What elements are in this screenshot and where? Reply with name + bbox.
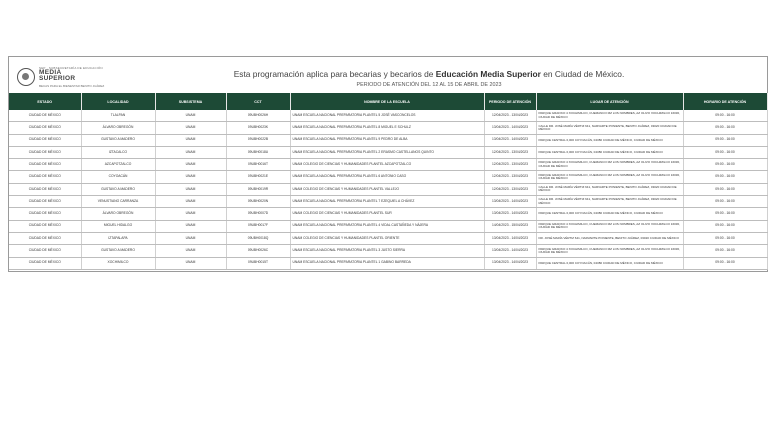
title-post: en Ciudad de México.: [540, 69, 625, 79]
cell-localidad: VENUSTIANO CARRANZA: [81, 196, 155, 208]
table-row: [9, 232, 767, 244]
cell-subsistema: UNAM: [155, 245, 226, 257]
cell-lugar: CALLE DR. JOSÉ MARÍA VÉRTIZ 641, NARVARTE PONIENTE, BENITO JUÁREZ, 03020 CIUDAD DE MÉXICO: [536, 196, 683, 208]
cell-subsistema: UNAM: [155, 146, 226, 158]
cell-cct: 09UBH0016T: [226, 159, 290, 171]
table-row: [9, 220, 767, 232]
cell-estado: CIUDAD DE MÉXICO: [9, 232, 81, 244]
title-bold: Educación Media Superior: [435, 69, 541, 79]
cell-lugar: PARQUE GRAFIKO 4 XOCHIMILCO, CUEMANCO MZ LOS NOMBRES, AZ OLIVO XOCHIMILCO 16030, CIUDAD DE MÉXICO: [536, 110, 683, 122]
table-row: [9, 146, 767, 158]
cell-estado: CIUDAD DE MÉXICO: [9, 183, 81, 195]
cell-localidad: MIGUEL HIDALGO: [81, 220, 155, 232]
cell-subsistema: UNAM: [155, 171, 226, 183]
cell-lugar: PARQUE GRAFIKO 4 XOCHIMILCO, CUEMANCO MZ LOS NOMBRES, AZ OLIVO XOCHIMILCO 16030, CIUDAD DE MÉXICO: [536, 220, 683, 232]
cell-lugar: DR. JOSÉ MARÍA VÉRTIZ 641, NARVARTE PONIENTE, BENITO JUÁREZ, 03020 CIUDAD DE MÉXICO: [536, 232, 683, 244]
cell-horario: 09:00 - 16:00: [683, 122, 767, 134]
cell-subsistema: UNAM: [155, 183, 226, 195]
cell-lugar: PARQUE GRAFIKO 4 XOCHIMILCO, CUEMANCO MZ LOS NOMBRES, AZ OLIVO XOCHIMILCO 16030, CIUDAD DE MÉXICO: [536, 245, 683, 257]
cell-escuela: UNAM ESCUELA NACIONAL PREPARATORIA PLANTEL 2 ERASMO CASTELLANOS QUINTO: [290, 146, 484, 158]
cell-estado: CIUDAD DE MÉXICO: [9, 220, 81, 232]
cell-subsistema: UNAM: [155, 220, 226, 232]
table-row: [9, 110, 767, 122]
cell-escuela: UNAM ESCUELA NACIONAL PREPARATORIA PLANTEL 1 GABINO BARREDA: [290, 257, 484, 269]
cell-lugar: PARQUE CENTRAL 0,000 COYOACÁN, 04380 CIUDAD DE MÉXICO, CIUDAD DE MÉXICO: [536, 257, 683, 269]
cell-estado: CIUDAD DE MÉXICO: [9, 208, 81, 220]
cell-estado: CIUDAD DE MÉXICO: [9, 110, 81, 122]
cell-localidad: XOCHIMILCO: [81, 257, 155, 269]
cell-horario: 09:00 - 16:00: [683, 232, 767, 244]
cell-horario: 09:00 - 16:00: [683, 183, 767, 195]
cell-localidad: ÁLVARO OBREGÓN: [81, 208, 155, 220]
col-header-subsistema: SUBSISTEMA: [155, 93, 226, 110]
cell-subsistema: UNAM: [155, 232, 226, 244]
cell-estado: CIUDAD DE MÉXICO: [9, 171, 81, 183]
cell-escuela: UNAM ESCUELA NACIONAL PREPARATORIA PLANTEL 6 ANTONIO CASO: [290, 171, 484, 183]
cell-periodo: 13/04/2023 - 14/04/2023: [484, 245, 536, 257]
seal-icon: [17, 68, 35, 86]
title-pre: Esta programación aplica para becarias y becarios de: [233, 69, 436, 79]
cell-subsistema: UNAM: [155, 208, 226, 220]
col-header-escuela: NOMBRE DE LA ESCUELA: [290, 93, 484, 110]
cell-escuela: UNAM ESCUELA NACIONAL PREPARATORIA PLANTEL 5 JOSÉ VASCONCELOS: [290, 110, 484, 122]
cell-periodo: 13/04/2023 - 14/04/2023: [484, 232, 536, 244]
cell-cct: 09UBH0021E: [226, 171, 290, 183]
cell-horario: 09:00 - 16:00: [683, 171, 767, 183]
cell-horario: 09:00 - 16:00: [683, 196, 767, 208]
table-row: [9, 196, 767, 208]
cell-horario: 09:00 - 16:00: [683, 257, 767, 269]
cell-escuela: UNAM ESCUELA NACIONAL PREPARATORIA PLANTEL 4 VIDAL CASTAÑEDA Y NÁJERA: [290, 220, 484, 232]
cell-cct: 09UBH0020N: [226, 196, 290, 208]
cell-periodo: 13/04/2023 - 14/04/2023: [484, 134, 536, 146]
cell-estado: CIUDAD DE MÉXICO: [9, 159, 81, 171]
cell-cct: 09UBH0007D: [226, 208, 290, 220]
schedule-table: [9, 93, 768, 270]
cell-subsistema: UNAM: [155, 134, 226, 146]
ems-logo: [17, 63, 105, 93]
logo-small-top: SEP · SUBSECRETARÍA DE EDUCACIÓN: [39, 66, 103, 70]
cell-cct: 09UBH0018U: [226, 146, 290, 158]
cell-horario: 09:00 - 16:00: [683, 134, 767, 146]
table-row: [9, 257, 767, 269]
cell-estado: CIUDAD DE MÉXICO: [9, 134, 81, 146]
cell-subsistema: UNAM: [155, 196, 226, 208]
cell-lugar: PARQUE CENTRAL 0,000 COYOACÁN, 04380 CIUDAD DE MÉXICO, CIUDAD DE MÉXICO: [536, 134, 683, 146]
cell-localidad: ÁLVARO OBREGÓN: [81, 122, 155, 134]
cell-periodo: 12/04/2023 - 13/04/2023: [484, 110, 536, 122]
cell-estado: CIUDAD DE MÉXICO: [9, 146, 81, 158]
cell-escuela: UNAM COLEGIO DE CIENCIAS Y HUMANIDADES PLANTEL VALLEJO: [290, 183, 484, 195]
cell-escuela: UNAM ESCUELA NACIONAL PREPARATORIA PLANTEL 3 JUSTO SIERRA: [290, 245, 484, 257]
col-header-cct: CCT: [226, 93, 290, 110]
cell-cct: 09UBH0017F: [226, 220, 290, 232]
cell-periodo: 12/04/2023 - 13/04/2023: [484, 171, 536, 183]
cell-estado: CIUDAD DE MÉXICO: [9, 122, 81, 134]
cell-cct: 09UBH0015T: [226, 257, 290, 269]
cell-localidad: GUSTAVO A MADERO: [81, 134, 155, 146]
logo-line-2: SUPERIOR: [39, 75, 76, 82]
cell-estado: CIUDAD DE MÉXICO: [9, 196, 81, 208]
col-header-periodo: PERIODO DE ATENCIÓN: [484, 93, 536, 110]
logo-line-1: MEDIA: [39, 69, 62, 76]
cell-localidad: IZTAPALAPA: [81, 232, 155, 244]
cell-escuela: UNAM ESCUELA NACIONAL PREPARATORIA PLANTEL 7 EZEQUIEL A CHÁVEZ: [290, 196, 484, 208]
cell-escuela: UNAM COLEGIO DE CIENCIAS Y HUMANIDADES PLANTEL AZCAPOTZALCO: [290, 159, 484, 171]
cell-horario: 09:00 - 16:00: [683, 245, 767, 257]
cell-lugar: PARQUE CENTRAL 0,000 COYOACÁN, 04380 CIUDAD DE MÉXICO, CIUDAD DE MÉXICO: [536, 146, 683, 158]
cell-periodo: 14/04/2023 - 15/04/2023: [484, 220, 536, 232]
page-title: [89, 69, 768, 79]
cell-horario: 09:00 - 16:00: [683, 208, 767, 220]
table-row: [9, 183, 767, 195]
cell-periodo: 13/04/2023 - 14/04/2023: [484, 257, 536, 269]
cell-horario: 09:00 - 16:00: [683, 110, 767, 122]
cell-estado: CIUDAD DE MÉXICO: [9, 257, 81, 269]
cell-periodo: 12/04/2023 - 13/04/2023: [484, 146, 536, 158]
cell-periodo: 13/04/2023 - 14/04/2023: [484, 196, 536, 208]
cell-escuela: UNAM ESCUELA NACIONAL PREPARATORIA PLANTEL 9 PEDRO DE ALBA: [290, 134, 484, 146]
cell-localidad: GUSTAVO A MADERO: [81, 245, 155, 257]
cell-subsistema: UNAM: [155, 110, 226, 122]
cell-escuela: UNAM COLEGIO DE CIENCIAS Y HUMANIDADES PLANTEL ORIENTE: [290, 232, 484, 244]
cell-localidad: COYOACÁN: [81, 171, 155, 183]
cell-periodo: 12/04/2023 - 13/04/2023: [484, 159, 536, 171]
table-row: [9, 159, 767, 171]
cell-periodo: 13/04/2023 - 14/04/2023: [484, 208, 536, 220]
cell-subsistema: UNAM: [155, 257, 226, 269]
logo-small-bottom: BECAS PARA EL BIENESTAR BENITO JUÁREZ: [39, 84, 105, 88]
cell-escuela: UNAM ESCUELA NACIONAL PREPARATORIA PLANTEL 8 MIGUEL E SCHULZ: [290, 122, 484, 134]
cell-lugar: PARQUE CENTRAL 0,000 COYOACÁN, 04380 CIUDAD DE MÉXICO, CIUDAD DE MÉXICO: [536, 208, 683, 220]
cell-periodo: 12/04/2023 - 13/04/2023: [484, 183, 536, 195]
cell-estado: CIUDAD DE MÉXICO: [9, 245, 81, 257]
cell-localidad: IZTACALCO: [81, 146, 155, 158]
col-header-localidad: LOCALIDAD: [81, 93, 155, 110]
cell-lugar: CALLE DR. JOSÉ MARÍA VÉRTIZ 641, NARVARTE PONIENTE, BENITO JUÁREZ, 03020 CIUDAD DE MÉXICO: [536, 183, 683, 195]
cell-escuela: UNAM COLEGIO DE CIENCIAS Y HUMANIDADES PLANTEL SUR: [290, 208, 484, 220]
col-header-horario: HORARIO DE ATENCIÓN: [683, 93, 767, 110]
cell-horario: 09:00 - 16:00: [683, 220, 767, 232]
table-row: [9, 122, 767, 134]
cell-horario: 09:00 - 16:00: [683, 146, 767, 158]
table-row: [9, 171, 767, 183]
cell-subsistema: UNAM: [155, 122, 226, 134]
cell-subsistema: UNAM: [155, 159, 226, 171]
page-subtitle: PERIODO DE ATENCIÓN DEL 12 AL 15 DE ABRIL DE 2023: [356, 82, 502, 88]
col-header-lugar: LUGAR DE ATENCIÓN: [536, 93, 683, 110]
table-row: [9, 134, 767, 146]
cell-lugar: CALLE DR. JOSÉ MARÍA VÉRTIZ 641, NARVARTE PONIENTE, BENITO JUÁREZ, 03020 CIUDAD DE MÉXICO: [536, 122, 683, 134]
cell-cct: 09UBH0026C: [226, 245, 290, 257]
cell-localidad: TLALPAN: [81, 110, 155, 122]
cell-localidad: GUSTAVO A MADERO: [81, 183, 155, 195]
cell-cct: 09UBH0019R: [226, 183, 290, 195]
table-row: [9, 208, 767, 220]
cell-cct: 09UBH0018Q: [226, 232, 290, 244]
cell-lugar: PARQUE GRAFIKO 4 XOCHIMILCO, CUEMANCO MZ LOS NOMBRES, AZ OLIVO XOCHIMILCO 16030, CIUDAD DE MÉXICO: [536, 171, 683, 183]
col-header-estado: ESTADO: [9, 93, 81, 110]
cell-cct: 09UBH0022B: [226, 134, 290, 146]
cell-horario: 09:00 - 16:00: [683, 159, 767, 171]
table-header-row: [9, 93, 767, 110]
cell-periodo: 13/04/2023 - 14/04/2023: [484, 122, 536, 134]
cell-cct: 09UBH0026H: [226, 110, 290, 122]
cell-lugar: PARQUE GRAFIKO 4 XOCHIMILCO, CUEMANCO MZ LOS NOMBRES, AZ OLIVO XOCHIMILCO 16030, CIUDAD DE MÉXICO: [536, 159, 683, 171]
table-row: [9, 245, 767, 257]
cell-localidad: AZCAPOTZALCO: [81, 159, 155, 171]
attention-schedule-sheet: [8, 56, 768, 272]
cell-cct: 09UBH0023K: [226, 122, 290, 134]
